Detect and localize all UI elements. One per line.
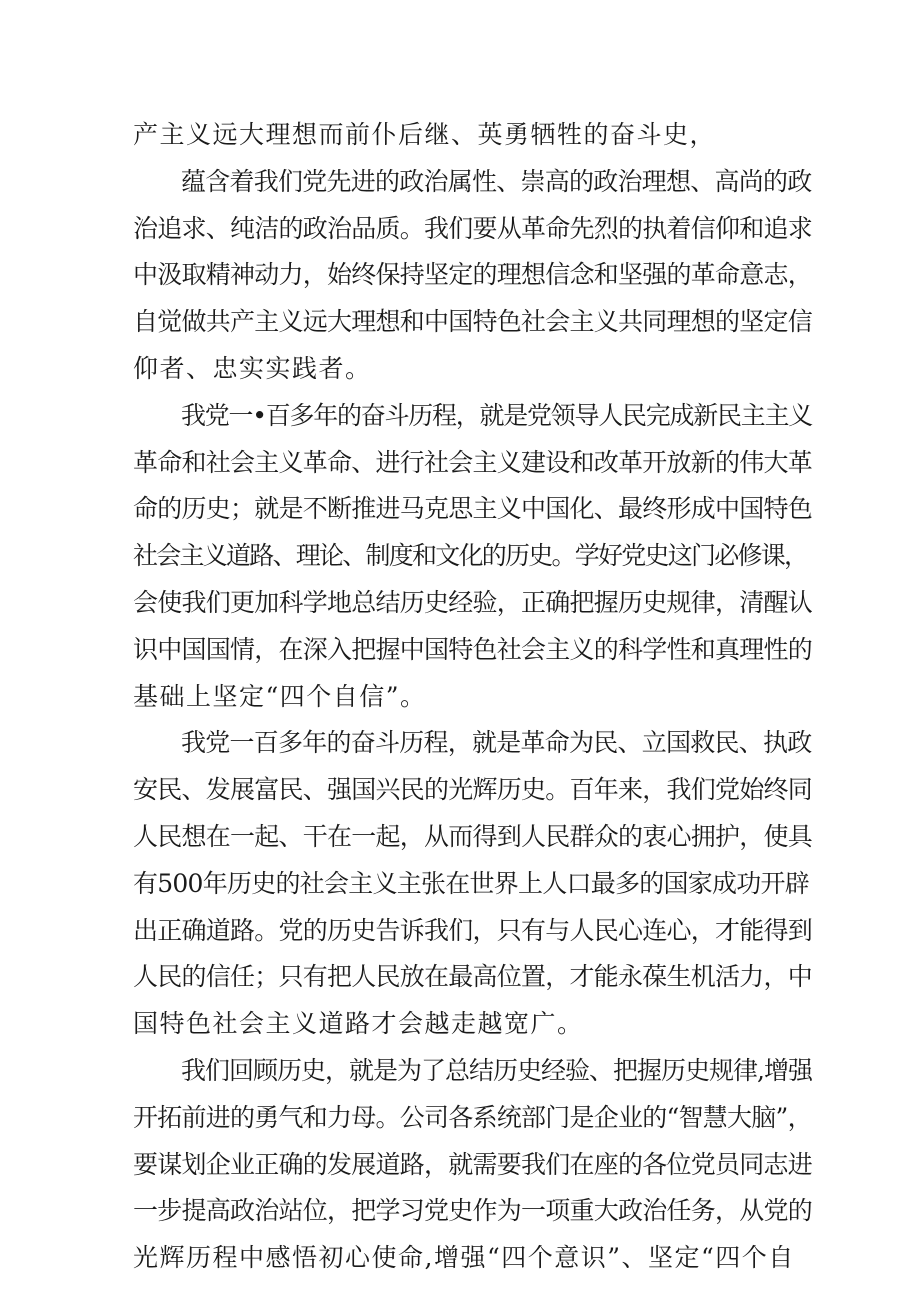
body-text xyxy=(133,112,813,1282)
text-line: 出正确道路。党的历史告诉我们，只有与人民心连心，才能得到 xyxy=(133,915,813,945)
text-line: 自觉做共产主义远大理想和中国特色社会主义共同理想的坚定信 xyxy=(133,307,813,337)
text-line: 有500年历史的社会主义主张在世界上人口最多的国家成功开辟 xyxy=(133,868,809,898)
paragraph-first-line: 我党一百多年的奋斗历程，就是革命为民、立国救民、执政 xyxy=(181,728,812,758)
text-line: 会使我们更加科学地总结历史经验，正确把握历史规律，清醒认 xyxy=(133,587,813,617)
text-line: 产主义远大理想而前仆后继、英勇牺牲的奋斗史， xyxy=(133,120,717,149)
paragraph-first-line: 蕴含着我们党先进的政治属性、崇高的政治理想、高尚的政 xyxy=(181,166,812,196)
text-line: 人民的信任；只有把人民放在最高位置，才能永葆生机活力，中 xyxy=(133,962,813,992)
text-line: 国特色社会主义道路才会越走越宽广。 xyxy=(133,1009,584,1039)
text-line: 安民、发展富民、强国兴民的光辉历史。百年来，我们党始终同 xyxy=(133,775,813,805)
text-line: 识中国国情，在深入把握中国特色社会主义的科学性和真理性的 xyxy=(133,634,813,664)
text-line: 一步提高政治站位，把学习党史作为一项重大政治任务，从党的 xyxy=(133,1196,813,1226)
text-line: 光辉历程中感悟初心使命,增强“四个意识”、坚定“四个自 xyxy=(133,1243,795,1273)
text-line: 开拓前进的勇气和力母。公司各系统部门是企业的“智慧大脑”， xyxy=(133,1102,812,1132)
text-line: 仰者、忠实实践者。 xyxy=(133,353,372,383)
text-line: 中汲取精神动力，始终保持坚定的理想信念和坚强的革命意志， xyxy=(133,260,813,290)
text-line: 基础上坚定“四个自信”。 xyxy=(133,681,427,711)
text-line: 革命和社会主义革命、进行社会主义建设和改革开放新的伟大革 xyxy=(133,447,813,477)
text-line: 要谋划企业正确的发展道路，就需要我们在座的各位党员同志进 xyxy=(133,1149,813,1179)
paragraph-first-line: 我们回顾历史，就是为了总结历史经验、把握历史规律,增强 xyxy=(181,1055,812,1085)
text-line: 社会主义道路、理论、制度和文化的历史。学好党史这门必修课， xyxy=(133,541,808,571)
paragraph-first-line: 我党一•百多年的奋斗历程，就是党领导人民完成新民主主义 xyxy=(181,400,812,430)
text-line: 命的历史；就是不断推进马克思主义中国化、最终形成中国特色 xyxy=(133,494,813,524)
text-line: 人民想在一起、干在一起，从而得到人民群众的衷心拥护，使具 xyxy=(133,821,813,851)
text-line: 治追求、纯洁的政治品质。我们要从革命先烈的执着信仰和追求 xyxy=(133,213,813,243)
